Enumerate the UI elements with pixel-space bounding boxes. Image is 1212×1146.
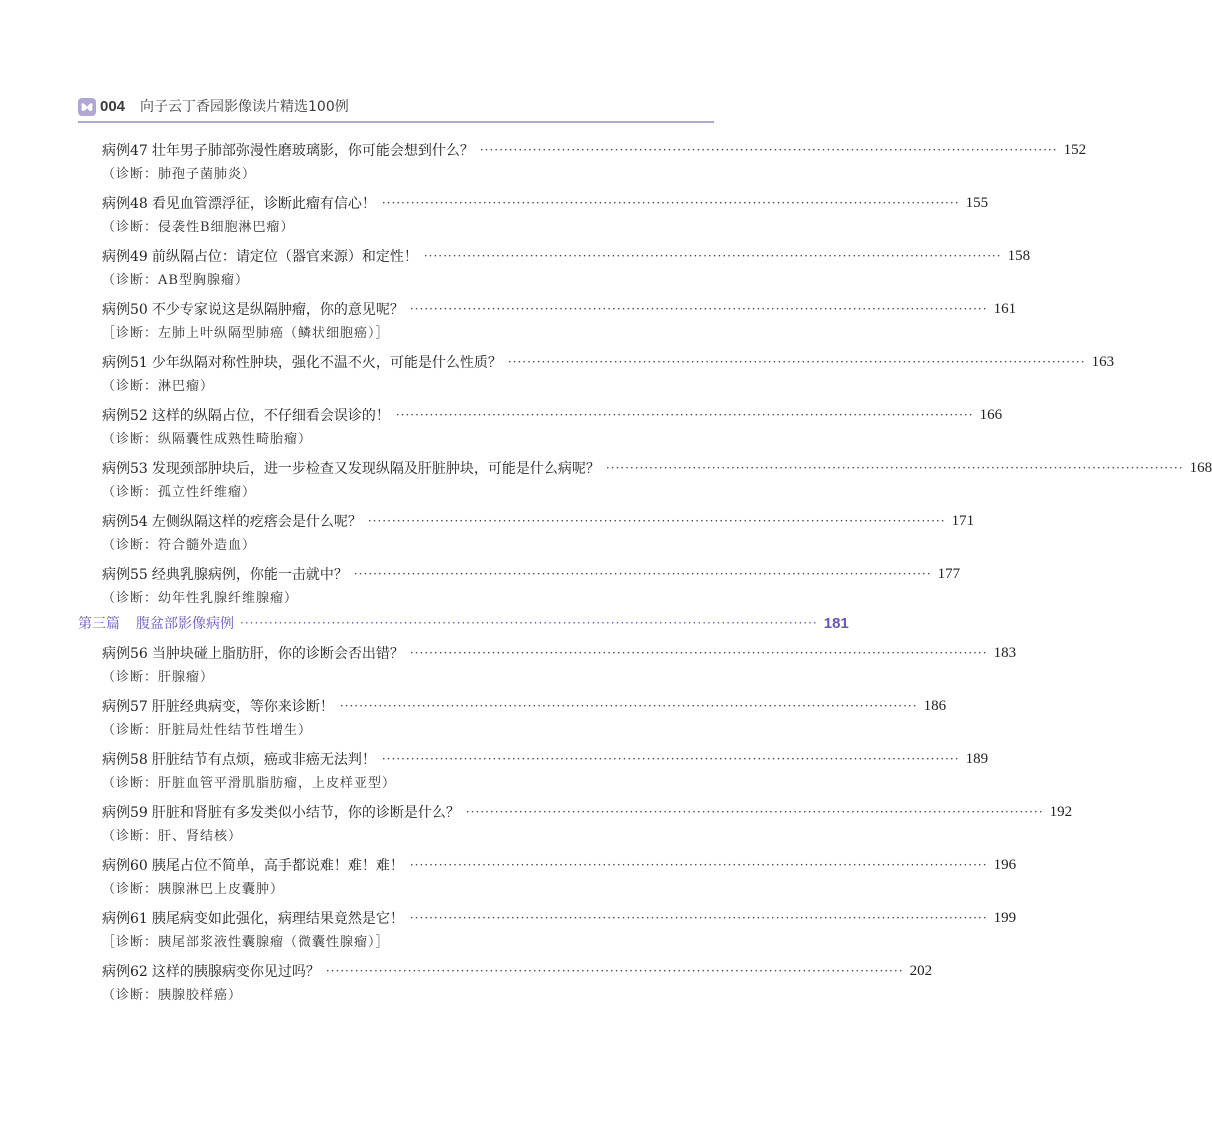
book-title: 向子云丁香园影像读片精选100例 [140,99,349,115]
page-ref: 161 [993,300,1017,317]
case-label: 病例61 [102,911,148,927]
case-title: 壮年男子肺部弥漫性磨玻璃影，你可能会想到什么？ [151,143,474,159]
dot-leader: ························································································································ [381,196,960,210]
dot-leader: ························································································································ [605,461,1184,475]
case-title: 这样的纵隔占位，不仔细看会误诊的！ [151,408,390,424]
case-title: 前纵隔占位：请定位（器官来源）和定性！ [151,249,418,265]
page-ref: 192 [1049,803,1073,820]
diagnosis-line: ［诊断：左肺上叶纵隔型肺癌（鳞状细胞癌）］ [102,326,390,341]
section-page-ref: 181 [823,614,849,632]
case-title: 经典乳腺病例，你能一击就中？ [151,567,348,583]
page-ref: 199 [993,909,1017,926]
toc-entry[interactable] [78,692,947,720]
toc-entry[interactable] [78,454,1212,482]
diagnosis-line: （诊断：侵袭性B细胞淋巴瘤） [102,220,295,235]
case-title: 少年纵隔对称性肿块，强化不温不火，可能是什么性质？ [151,355,502,371]
diagnosis-line: （诊断：淋巴瘤） [102,379,215,394]
case-label: 病例47 [102,143,148,159]
page-header [78,96,714,124]
toc-entry[interactable] [78,639,1017,667]
diagnosis-line: （诊断：纵隔囊性成熟性畸胎瘤） [102,432,313,447]
diagnosis-line: （诊断：符合髓外造血） [102,538,257,553]
page-ref: 202 [909,962,933,979]
page-ref: 186 [923,697,947,714]
diagnosis-line: （诊断：AB型胸腺瘤） [102,273,249,288]
dot-leader: ························································································································ [353,567,932,581]
case-label: 病例53 [102,461,148,477]
dot-leader: ························································································································ [409,646,988,660]
dot-leader: ························································································································ [240,616,818,630]
toc-entry[interactable] [78,189,989,217]
dot-leader: ························································································································ [409,911,988,925]
case-label: 病例58 [102,752,148,768]
toc-entry[interactable] [78,242,1031,270]
dot-leader: ························································································································ [409,302,988,316]
page-ref: 189 [965,750,989,767]
dot-leader: ························································································································ [325,964,904,978]
toc-entry[interactable] [78,136,1087,164]
dot-leader: ························································································································ [367,514,946,528]
section-label: 第三篇 [78,616,120,632]
case-title: 看见血管漂浮征，诊断此瘤有信心！ [151,196,376,212]
case-label: 病例60 [102,858,148,874]
case-title: 胰尾病变如此强化，病理结果竟然是它！ [151,911,404,927]
case-label: 病例50 [102,302,148,318]
dot-leader: ························································································································ [395,408,974,422]
case-label: 病例62 [102,964,148,980]
case-label: 病例59 [102,805,148,821]
page-ref: 171 [951,512,975,529]
dot-leader: ························································································································ [507,355,1086,369]
diagnosis-line: （诊断：肺孢子菌肺炎） [102,167,257,182]
toc-entry[interactable] [78,798,1073,826]
case-title: 肝脏经典病变，等你来诊断！ [151,699,334,715]
diagnosis-line: （诊断：胰腺淋巴上皮囊肿） [102,882,285,897]
case-title: 当肿块碰上脂肪肝，你的诊断会否出错？ [151,646,404,662]
section-title: 腹盆部影像病例 [136,616,234,632]
page-ref: 183 [993,644,1017,661]
dot-leader: ························································································································ [423,249,1002,263]
page-ref: 155 [965,194,989,211]
case-title: 左侧纵隔这样的疙瘩会是什么呢？ [151,514,362,530]
toc-entry[interactable] [78,560,961,588]
toc-entry[interactable] [78,904,1017,932]
header-rule [78,121,714,123]
case-label: 病例55 [102,567,148,583]
case-title: 肝脏和肾脏有多发类似小结节，你的诊断是什么？ [151,805,460,821]
case-title: 胰尾占位不简单，高手都说难！难！难！ [151,858,404,874]
page-ref: 152 [1063,141,1087,158]
case-title: 不少专家说这是纵隔肿瘤，你的意见呢？ [151,302,404,318]
case-label: 病例52 [102,408,148,424]
diagnosis-line: （诊断：孤立性纤维瘤） [102,485,257,500]
dot-leader: ························································································································ [409,858,988,872]
case-title: 发现颈部肿块后，进一步检查又发现纵隔及肝脏肿块，可能是什么病呢？ [151,461,600,477]
diagnosis-line: （诊断：胰腺胶样癌） [102,988,243,1003]
page-ref: 158 [1007,247,1031,264]
dot-leader: ························································································································ [465,805,1044,819]
diagnosis-line: （诊断：肝脏血管平滑肌脂肪瘤，上皮样亚型） [102,776,397,791]
toc-entry[interactable] [78,295,1017,323]
dot-leader: ························································································································ [339,699,918,713]
page-ref: 177 [937,565,961,582]
diagnosis-line: ［诊断：胰尾部浆液性囊腺瘤（微囊性腺瘤）］ [102,935,390,950]
case-label: 病例57 [102,699,148,715]
toc-entry[interactable] [78,957,933,985]
toc-entry[interactable] [78,507,975,535]
toc-entry[interactable] [78,745,989,773]
dot-leader: ························································································································ [381,752,960,766]
diagnosis-line: （诊断：肝腺瘤） [102,670,215,685]
case-label: 病例51 [102,355,148,371]
page-ref: 166 [979,406,1003,423]
case-label: 病例49 [102,249,148,265]
toc-entry[interactable] [78,851,1017,879]
diagnosis-line: （诊断：肝脏局灶性结节性增生） [102,723,313,738]
diagnosis-line: （诊断：肝、肾结核） [102,829,243,844]
toc-entry[interactable] [78,401,1003,429]
case-label: 病例56 [102,646,148,662]
page-ref: 163 [1091,353,1115,370]
case-title: 肝脏结节有点烦，癌或非癌无法判！ [151,752,376,768]
page-ref: 168 [1189,459,1212,476]
case-label: 病例48 [102,196,148,212]
dot-leader: ························································································································ [479,143,1058,157]
page-ref: 196 [993,856,1017,873]
page-number: 004 [100,98,126,115]
toc-entry[interactable] [78,348,1115,376]
section-heading[interactable] [78,609,849,637]
diagnosis-line: （诊断：幼年性乳腺纤维腺瘤） [102,591,299,606]
case-title: 这样的胰腺病变你见过吗？ [151,964,320,980]
case-label: 病例54 [102,514,148,530]
butterfly-icon [78,98,96,116]
